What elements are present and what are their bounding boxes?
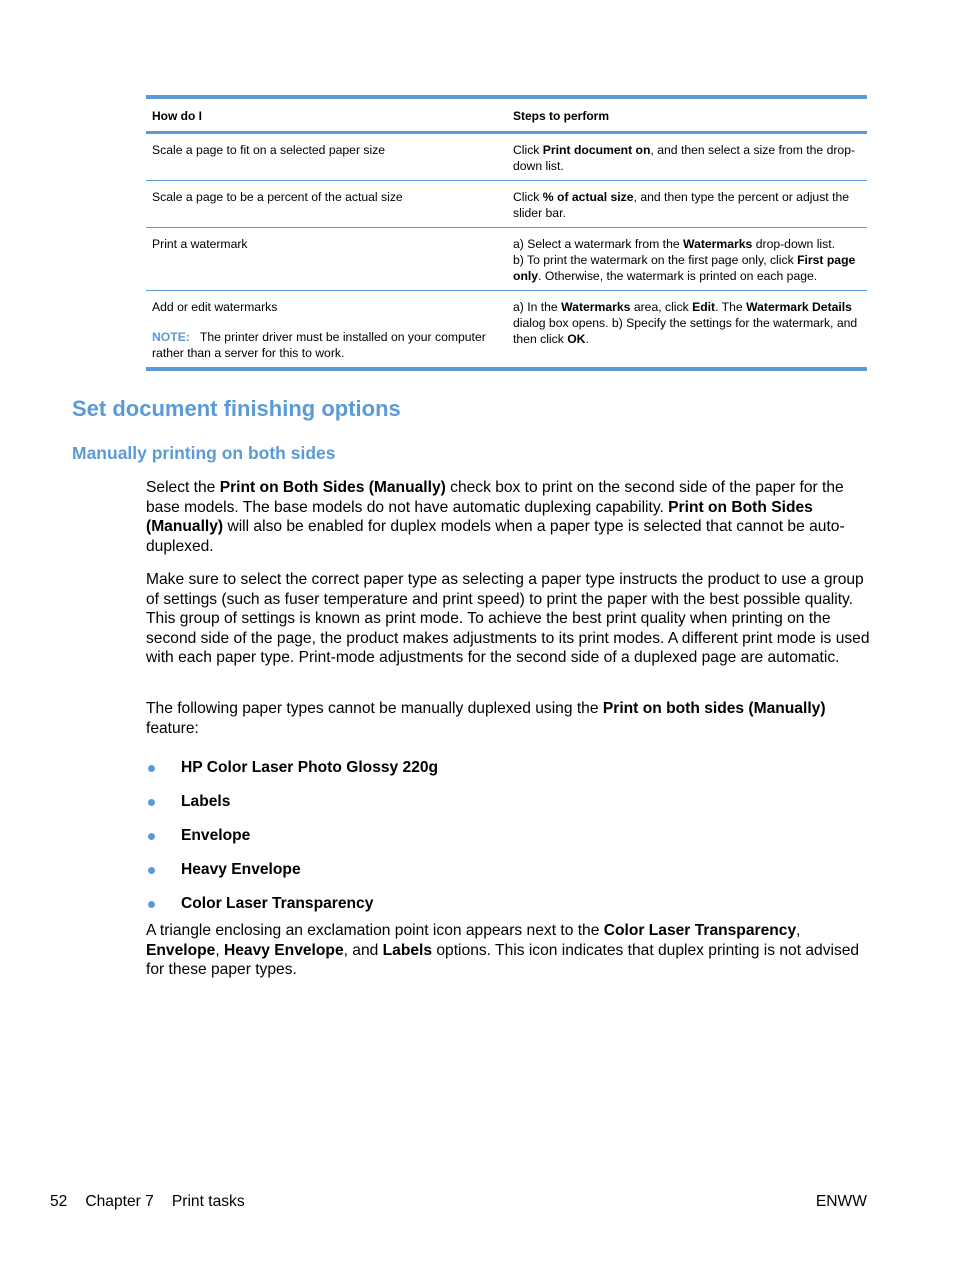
page-number: 52 xyxy=(50,1193,68,1210)
chapter-title: Print tasks xyxy=(171,1193,245,1210)
section-title: Set document finishing options xyxy=(72,396,401,421)
paper-types-list xyxy=(146,751,870,921)
steps-cell: Click Print document on, and then select a size from the drop-down list. xyxy=(513,143,856,173)
bullet-icon xyxy=(148,799,155,806)
note-label: NOTE: xyxy=(152,330,190,344)
column-header-steps: Steps to perform xyxy=(513,109,610,123)
task-cell: Print a watermark xyxy=(152,237,248,251)
table-row xyxy=(146,228,867,291)
list-item: HP Color Laser Photo Glossy 220g xyxy=(146,751,870,785)
bullet-icon xyxy=(148,765,155,772)
footer-left xyxy=(50,1193,263,1211)
steps-cell: a) Select a watermark from the Watermarks drop-down list. b) To print the watermark on the first page only, click First page only. Otherwise, the watermark is printed on each page. xyxy=(513,237,856,283)
list-item: Labels xyxy=(146,785,870,819)
bullet-icon xyxy=(148,833,155,840)
note xyxy=(152,329,501,361)
table-header-row xyxy=(146,99,867,134)
task-cell xyxy=(146,291,507,367)
subsection-title: Manually printing on both sides xyxy=(72,443,336,463)
table-row xyxy=(146,134,867,181)
list-item: Color Laser Transparency xyxy=(146,887,870,921)
steps-cell: a) In the Watermarks area, click Edit. The Watermark Details dialog box opens. b) Specify the settings for the watermark, and then click OK. xyxy=(513,300,858,346)
table-bottom-rule xyxy=(146,367,867,371)
paragraph-list-intro: The following paper types cannot be manually duplexed using the Print on both sides (Manually) feature: xyxy=(146,700,826,737)
locale-code: ENWW xyxy=(815,1193,867,1210)
note-text: The printer driver must be installed on your computer rather than a server for this to work. xyxy=(152,330,486,360)
page-footer xyxy=(50,1193,867,1211)
how-do-i-table xyxy=(146,95,867,371)
list-item: Envelope xyxy=(146,819,870,853)
paragraph-intro: Select the Print on Both Sides (Manually) check box to print on the second side of the paper for the base models. The base models do not have automatic duplexing capability. Print on Both Sides (Manually) will also be enabled for duplex models when a paper type is selected that cannot be auto-duplexed. xyxy=(146,479,845,555)
column-header-how-do-i: How do I xyxy=(152,109,202,123)
bullet-icon xyxy=(148,867,155,874)
task-text: Add or edit watermarks xyxy=(152,300,278,314)
task-cell: Scale a page to be a percent of the actual size xyxy=(152,190,403,204)
paragraph-paper-type: Make sure to select the correct paper type as selecting a paper type instructs the product to use a group of settings (such as fuser temperature and print speed) to print the paper with the best possible quality. This group of settings is known as print mode. To achieve the best print quality when printing on the second side of the page, the product makes adjustments to its print modes. A different print mode is used with each paper type. Print-mode adjustments for the second side of a duplexed page are automatic. xyxy=(146,571,870,666)
bullet-icon xyxy=(148,901,155,908)
task-cell: Scale a page to fit on a selected paper size xyxy=(152,143,386,157)
paragraph-warning-icon: A triangle enclosing an exclamation point icon appears next to the Color Laser Transparency, Envelope, Heavy Envelope, and Labels options. This icon indicates that duplex printing is not advised for these paper types. xyxy=(146,922,860,978)
steps-cell: Click % of actual size, and then type the percent or adjust the slider bar. xyxy=(513,190,850,220)
list-item: Heavy Envelope xyxy=(146,853,870,887)
table-row xyxy=(146,181,867,228)
table-row xyxy=(146,291,867,367)
chapter-label: Chapter 7 xyxy=(85,1193,154,1210)
